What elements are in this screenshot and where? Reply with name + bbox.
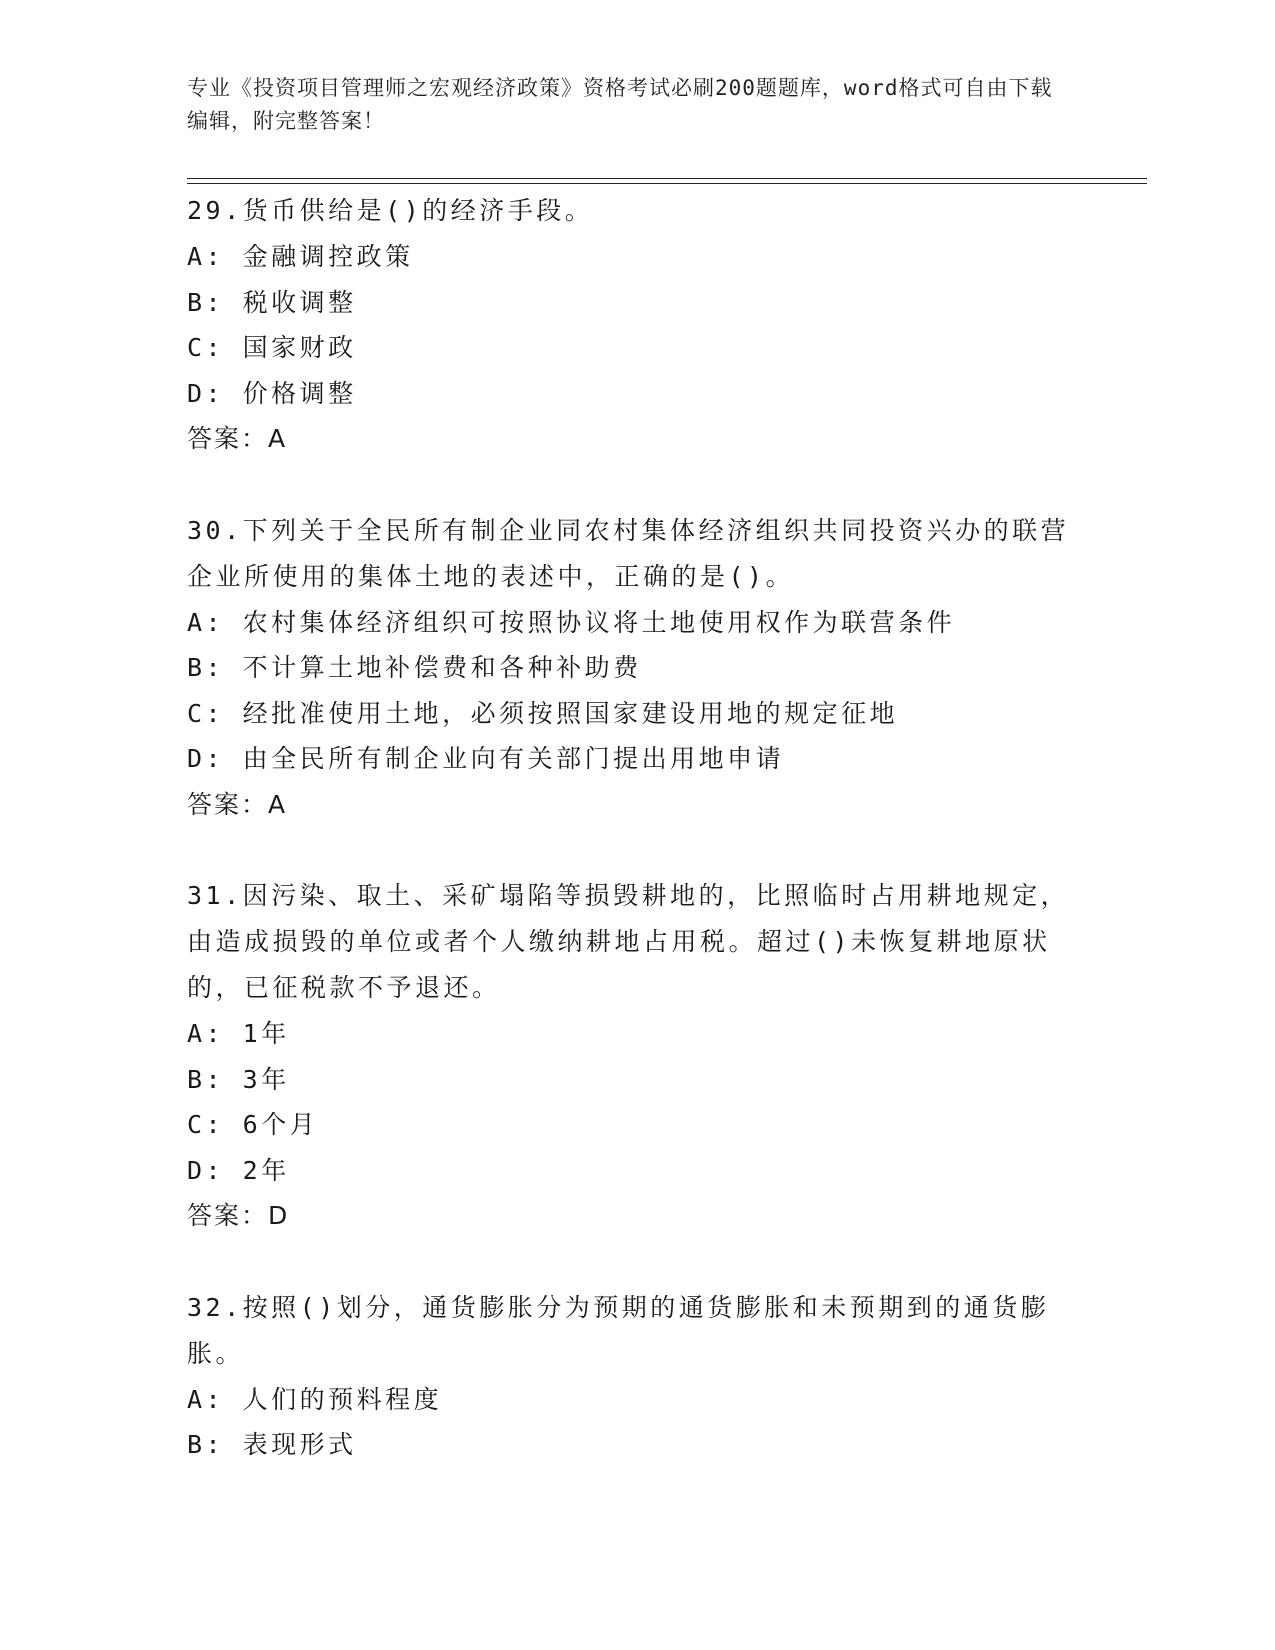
option-a: A: 金融调控政策	[187, 242, 414, 271]
header-rule-top	[187, 178, 1147, 179]
question-stem: 30.下列关于全民所有制企业同农村集体经济组织共同投资兴办的联营企业所使用的集体土地的表述中，正确的是()。	[187, 515, 1070, 591]
option-c: C: 经批准使用土地，必须按照国家建设用地的规定征地	[187, 698, 899, 728]
question-32	[187, 1285, 1077, 1468]
question-stem: 31.因污染、取土、采矿塌陷等损毁耕地的，比照临时占用耕地规定，由造成损毁的单位或者个人缴纳耕地占用税。超过()未恢复耕地原状的，已征税款不予退还。	[187, 881, 1070, 1002]
question-30	[187, 508, 1077, 828]
answer: 答案：A	[187, 789, 288, 819]
option-a: A: 人们的预料程度	[187, 1384, 443, 1414]
answer: 答案：A	[187, 424, 288, 453]
document-header: 专业《投资项目管理师之宏观经济政策》资格考试必刷200题题库，word格式可自由下载编辑，附完整答案！	[187, 76, 1053, 133]
option-b: B: 表现形式	[187, 1430, 357, 1459]
question-list	[187, 188, 1077, 1514]
answer: 答案：D	[187, 1201, 290, 1230]
option-d: D: 由全民所有制企业向有关部门提出用地申请	[187, 744, 785, 773]
option-a: A: 农村集体经济组织可按照协议将土地使用权作为联营条件	[187, 607, 956, 637]
question-29	[187, 188, 1077, 462]
option-b: B: 不计算土地补偿费和各种补助费	[187, 653, 642, 682]
option-d: D: 价格调整	[187, 378, 357, 408]
option-b: B: 税收调整	[187, 287, 357, 317]
option-c: C: 6个月	[187, 1110, 319, 1139]
header-rule-bottom	[187, 183, 1147, 184]
option-a: A: 1年	[187, 1019, 290, 1048]
option-b: B: 3年	[187, 1064, 290, 1094]
question-31	[187, 873, 1077, 1239]
option-d: D: 2年	[187, 1155, 290, 1185]
question-stem: 29.货币供给是()的经济手段。	[187, 196, 594, 225]
option-c: C: 国家财政	[187, 333, 357, 362]
question-stem: 32.按照()划分，通货膨胀分为预期的通货膨胀和未预期到的通货膨胀。	[187, 1292, 1050, 1368]
